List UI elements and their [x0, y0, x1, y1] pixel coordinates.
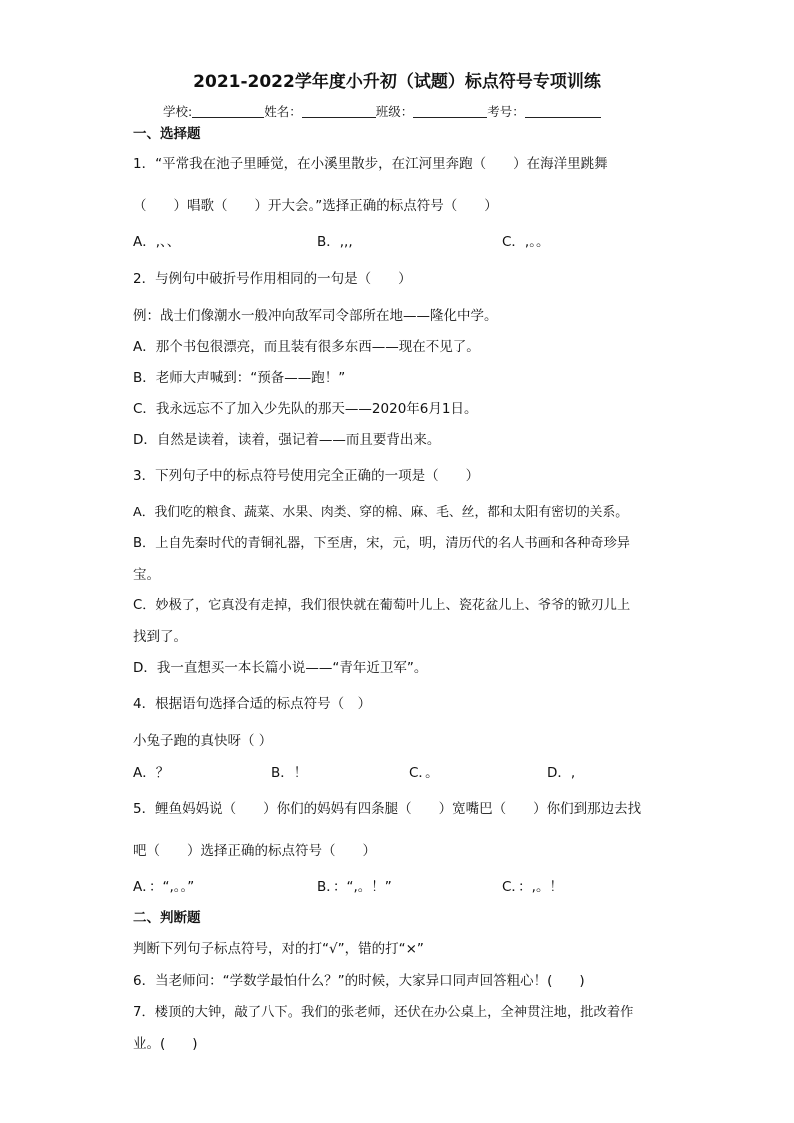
section-heading-judgement: 二、判断题: [133, 910, 201, 926]
section-heading-choice: 一、选择题: [133, 126, 201, 142]
q2-option-a[interactable]: A．那个书包很漂亮，而且装有很多东西——现在不见了。: [133, 339, 480, 355]
exam-no-blank[interactable]: [525, 103, 601, 118]
q3-option-b-line2: 宝。: [133, 567, 160, 583]
q4-option-c[interactable]: C．。: [409, 765, 439, 781]
q2-option-c[interactable]: C．我永远忘不了加入少先队的那天——2020年6月1日。: [133, 401, 478, 417]
q2-example: 例：战士们像潮水一般冲向敌军司令部所在地——隆化中学。: [133, 308, 498, 324]
q4-sentence: 小兔子跑的真快呀（ ）: [133, 733, 273, 749]
q2-option-b[interactable]: B．老师大声喊到：“预备——跑！”: [133, 370, 346, 386]
q1-option-c[interactable]: C．,。。: [502, 234, 550, 250]
q2-stem: 2．与例句中破折号作用相同的一句是（ ）: [133, 271, 412, 287]
q4-option-d[interactable]: D．,: [547, 765, 576, 781]
school-blank[interactable]: [192, 103, 264, 118]
q4-option-b[interactable]: B．！: [271, 765, 308, 781]
class-label: 班级：: [375, 104, 414, 119]
q1-option-b[interactable]: B．,,,: [317, 234, 353, 250]
school-label: 学校:: [163, 104, 193, 119]
q5-stem-line1: 5．鲤鱼妈妈说（ ）你们的妈妈有四条腿（ ）宽嘴巴（ ）你们到那边去找: [133, 801, 642, 817]
q5-stem-line2: 吧（ ）选择正确的标点符号（ ）: [133, 843, 376, 859]
q3-option-d[interactable]: D．我一直想买一本长篇小说——“青年近卫军”。: [133, 660, 428, 676]
q1-stem-line2: （ ）唱歌（ ）开大会。”选择正确的标点符号（ ）: [133, 198, 498, 214]
q2-option-d[interactable]: D．自然是读着，读着，强记着——而且要背出来。: [133, 432, 441, 448]
q3-option-a[interactable]: A．我们吃的粮食、蔬菜、水果、肉类、穿的棉、麻、毛、丝，都和太阳有密切的关系。: [133, 505, 629, 520]
exam-no-label: 考号：: [487, 104, 525, 119]
class-blank[interactable]: [413, 103, 487, 118]
q7-stem-line1: 7．楼顶的大钟，敲了八下。我们的张老师，还伏在办公桌上，全神贯注地，批改着作: [133, 1005, 634, 1020]
q7-stem-line2: 业。( ): [133, 1036, 198, 1052]
q4-stem: 4．根据语句选择合适的标点符号（ ）: [133, 696, 372, 712]
q1-stem-line1: 1．“平常我在池子里睡觉，在小溪里散步，在江河里奔跑（ ）在海洋里跳舞: [133, 156, 608, 172]
q3-stem: 3．下列句子中的标点符号使用完全正确的一项是（ ）: [133, 468, 480, 484]
q5-option-a[interactable]: A．：“,。。”: [133, 879, 195, 895]
name-label: 姓名：: [264, 104, 302, 119]
q4-option-a[interactable]: A．？: [133, 765, 170, 781]
q3-option-c-line1[interactable]: C．妙极了，它真没有走掉，我们很快就在葡萄叶儿上、瓷花盆儿上、爷爷的锨刃儿上: [133, 598, 631, 613]
q3-option-b-line1[interactable]: B．上自先秦时代的青铜礼器，下至唐，宋，元，明，清历代的名人书画和各种奇珍异: [133, 536, 630, 551]
q1-option-a[interactable]: A．,、、: [133, 234, 181, 250]
name-blank[interactable]: [302, 103, 376, 118]
student-info-row: [163, 103, 601, 121]
q5-option-c[interactable]: C．：,。！: [502, 879, 563, 895]
page-title: 2021-2022学年度小升初（试题）标点符号专项训练: [193, 72, 601, 92]
q6-stem: 6．当老师问：“学数学最怕什么？”的时候，大家异口同声回答粗心！( ): [133, 973, 585, 989]
q5-option-b[interactable]: B．：“,。！”: [317, 879, 392, 895]
q3-option-c-line2: 找到了。: [133, 629, 187, 645]
judgement-instruction: 判断下列句子标点符号，对的打“√”，错的打“×”: [133, 941, 424, 957]
